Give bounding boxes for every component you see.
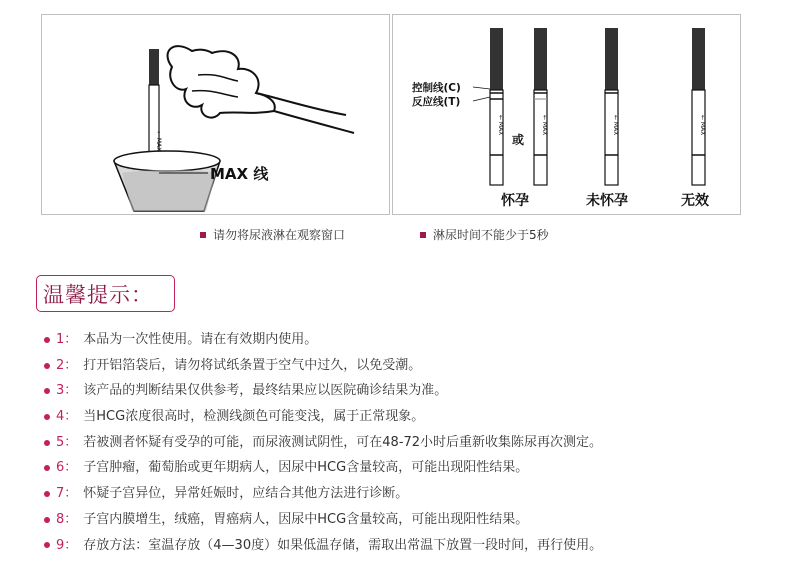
- tip-text: 打开铝箔袋后，请勿将试纸条置于空气中过久，以免受潮。: [83, 357, 422, 373]
- tip-text: 存放方法：室温存放（4—30度）如果低温存储，需取出常温下放置一段时间，再行使用。: [83, 537, 603, 553]
- bullet-dot-icon: [44, 517, 50, 523]
- square-bullet-icon: [420, 232, 426, 238]
- tip-text: 子宫肿瘤，葡萄胎或更年期病人，因尿中HCG含量较高，可能出现阳性结果。: [83, 460, 529, 476]
- square-bullet-icon: [200, 232, 206, 238]
- svg-text:← MAX: ← MAX: [699, 115, 706, 136]
- bullet-dot-icon: [44, 491, 50, 497]
- tip-number: 1：: [56, 332, 78, 347]
- note-text: 请勿将尿液淋在观察窗口: [213, 228, 346, 242]
- strip-invalid: [692, 28, 706, 185]
- note-window: [200, 226, 345, 243]
- tips-title: 温馨提示：: [36, 275, 175, 312]
- tip-number: 2：: [56, 357, 78, 373]
- max-line-label: MAX 线: [210, 165, 269, 183]
- list-item: [44, 404, 602, 430]
- bullet-dot-icon: [44, 465, 50, 471]
- list-item: [44, 455, 602, 481]
- list-item: [44, 353, 602, 379]
- note-text: 淋尿时间不能少于5秒: [433, 228, 549, 242]
- result-not-pregnant-label: 未怀孕: [586, 193, 628, 209]
- usage-illustration: [41, 14, 390, 215]
- svg-text:← MAX: ← MAX: [497, 115, 504, 136]
- tip-text: 怀疑子宫异位，异常妊娠时，应结合其他方法进行诊断。: [83, 486, 409, 502]
- tips-list: [44, 327, 602, 558]
- tip-number: 4：: [56, 409, 78, 425]
- tip-number: 7：: [56, 486, 78, 502]
- list-item: [44, 481, 602, 507]
- svg-text:← MAX: ← MAX: [612, 115, 619, 136]
- tip-number: 5：: [56, 434, 78, 450]
- list-item: [44, 430, 602, 456]
- strip-pregnant-a: [490, 28, 504, 185]
- list-item: [44, 507, 602, 533]
- strip-max-mark: ← MAX: [155, 131, 162, 152]
- strip-handle: [149, 49, 159, 85]
- tip-number: 3：: [56, 383, 78, 399]
- bullet-dot-icon: [44, 414, 50, 420]
- hand-drawing: [168, 46, 275, 117]
- or-label: 或: [512, 133, 525, 147]
- svg-text:← MAX: ← MAX: [541, 115, 548, 136]
- result-strips-drawing: [393, 15, 742, 216]
- tip-text: 本品为一次性使用。请在有效期内使用。: [83, 332, 318, 347]
- strip-pregnant-b: [534, 28, 548, 185]
- test-line-label: 反应线(T): [412, 96, 461, 108]
- result-invalid-label: 无效: [681, 193, 709, 209]
- strip-not-pregnant: [605, 28, 619, 185]
- bullet-dot-icon: [44, 363, 50, 369]
- bullet-dot-icon: [44, 440, 50, 446]
- list-item: [44, 533, 602, 559]
- tip-text: 该产品的判断结果仅供参考，最终结果应以医院确诊结果为准。: [83, 383, 448, 399]
- bullet-dot-icon: [44, 388, 50, 394]
- bullet-dot-icon: [44, 337, 50, 343]
- tip-text: 当HCG浓度很高时，检测线颜色可能变浅，属于正常现象。: [83, 409, 425, 425]
- note-duration: [420, 226, 549, 243]
- list-item: [44, 327, 602, 353]
- tip-number: 9：: [56, 537, 78, 553]
- list-item: [44, 378, 602, 404]
- bullet-dot-icon: [44, 542, 50, 548]
- hand-cup-drawing: [42, 15, 391, 216]
- result-pregnant-label: 怀孕: [501, 193, 529, 209]
- tip-text: 子宫内膜增生，绒癌，胃癌病人，因尿中HCG含量较高，可能出现阳性结果。: [83, 511, 529, 527]
- tip-number: 8：: [56, 511, 78, 527]
- tip-number: 6：: [56, 460, 78, 476]
- result-diagram: [392, 14, 741, 215]
- control-line-label: 控制线(C): [412, 82, 461, 94]
- tip-text: 若被测者怀疑有受孕的可能，而尿液测试阴性，可在48-72小时后重新收集陈尿再次测定。: [83, 434, 603, 450]
